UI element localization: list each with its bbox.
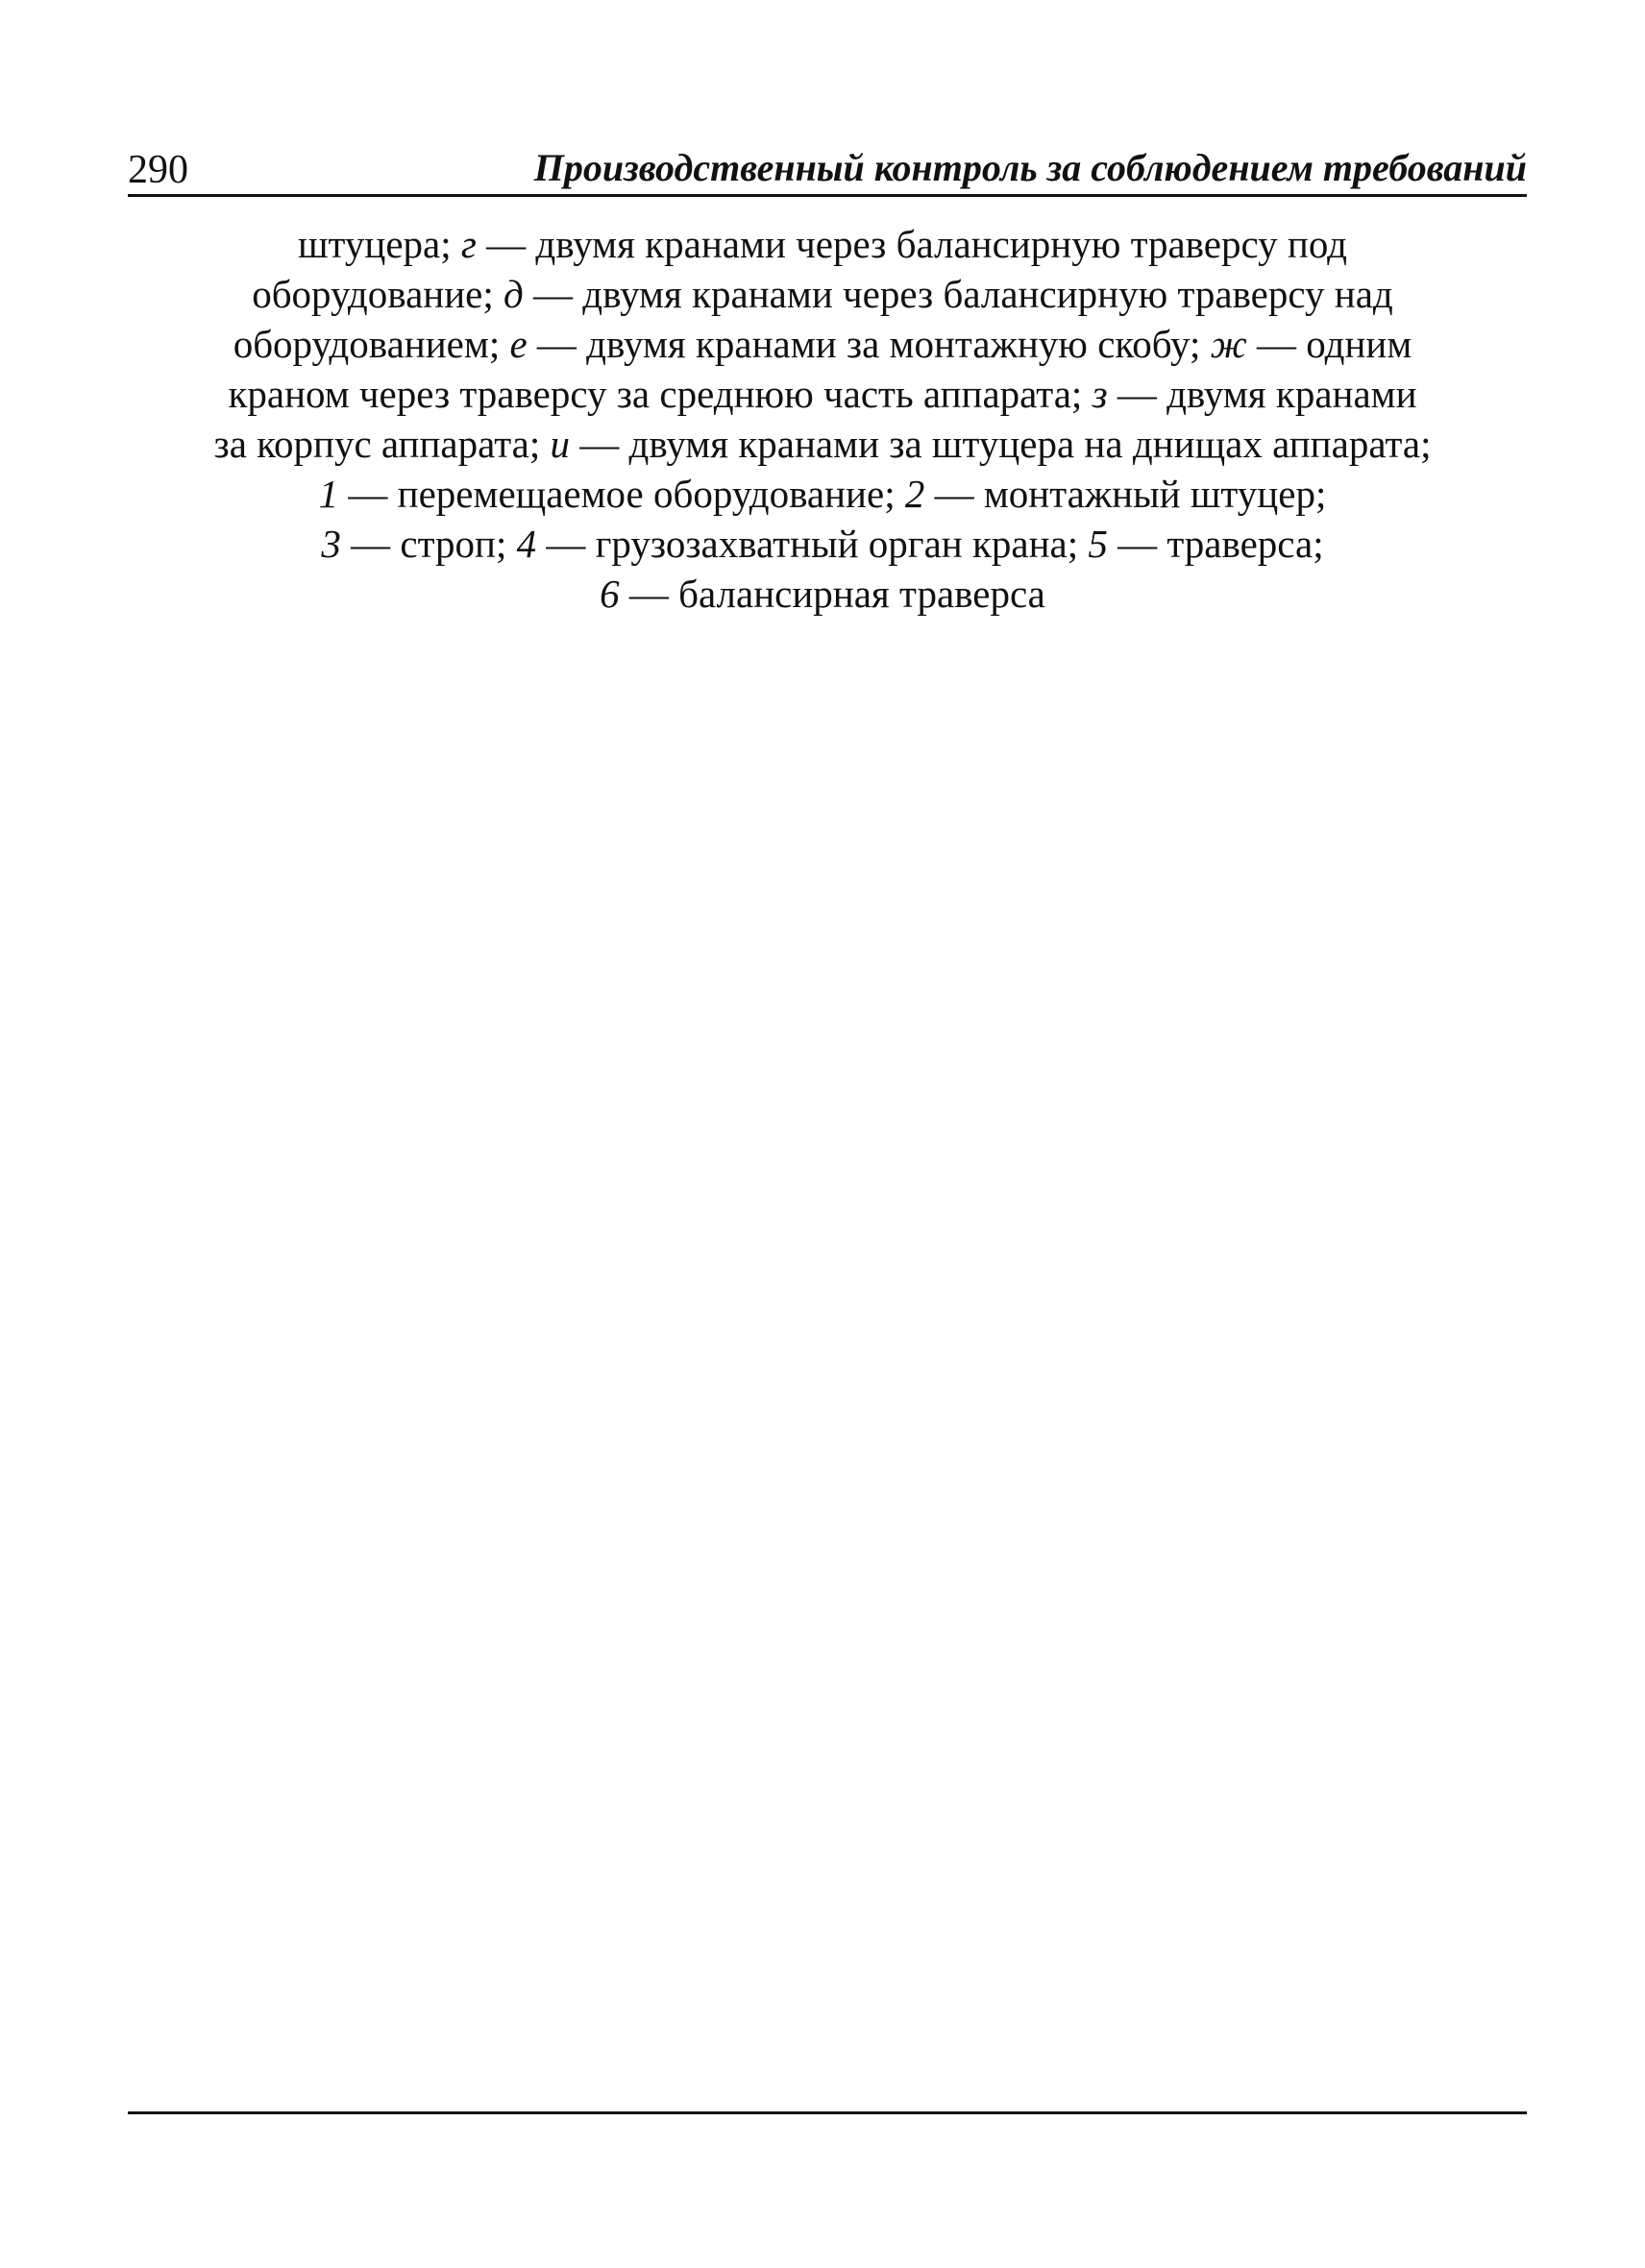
caption-line	[96, 219, 1549, 269]
caption-line	[96, 519, 1549, 569]
caption-line	[96, 569, 1549, 619]
caption-text: оборудование;	[252, 272, 504, 316]
running-title: Производственный контроль за соблюдением требований	[533, 146, 1527, 189]
caption-text: — двумя кранами через балансирную траверсу над	[523, 272, 1393, 316]
footer-rule	[128, 2111, 1527, 2114]
caption-text: — грузозахватный орган крана;	[536, 522, 1089, 566]
caption-text: — двумя кранами через балансирную траверсу под	[476, 222, 1348, 266]
caption-marker: г	[460, 222, 477, 266]
caption-text: — траверса;	[1107, 522, 1324, 566]
caption-marker: е	[509, 322, 528, 366]
caption-line	[96, 469, 1549, 519]
caption-text: — двумя кранами	[1107, 372, 1417, 416]
caption-line	[96, 269, 1549, 319]
caption-marker: 3	[321, 522, 341, 566]
caption-text: — строп;	[340, 522, 517, 566]
caption-text: за корпус аппарата;	[213, 422, 551, 466]
caption-marker: 4	[516, 522, 537, 566]
caption-marker: и	[550, 422, 571, 466]
caption-text: краном через траверсу за среднюю часть аппарата;	[228, 372, 1093, 416]
caption-line	[96, 369, 1549, 419]
caption-text: — балансирная траверса	[619, 572, 1045, 616]
caption-text: — двумя кранами за штуцера на днищах аппарата;	[570, 422, 1432, 466]
caption-text: оборудованием;	[233, 322, 510, 366]
caption-line	[96, 419, 1549, 469]
figure-caption	[96, 219, 1549, 619]
caption-text: — монтажный штуцер;	[924, 472, 1327, 516]
caption-line	[96, 319, 1549, 369]
caption-text: — перемещаемое оборудование;	[338, 472, 905, 516]
caption-text: штуцера;	[297, 222, 461, 266]
caption-marker: 1	[318, 472, 339, 516]
caption-marker: 6	[600, 572, 620, 616]
caption-text: — двумя кранами за монтажную скобу;	[527, 322, 1211, 366]
page-header	[128, 144, 1527, 197]
caption-marker: з	[1092, 372, 1108, 416]
caption-marker: 2	[904, 472, 925, 516]
caption-marker: д	[503, 272, 524, 316]
caption-marker: ж	[1210, 322, 1247, 366]
page-number: 290	[128, 148, 188, 192]
caption-marker: 5	[1088, 522, 1108, 566]
caption-text: — одним	[1246, 322, 1412, 366]
